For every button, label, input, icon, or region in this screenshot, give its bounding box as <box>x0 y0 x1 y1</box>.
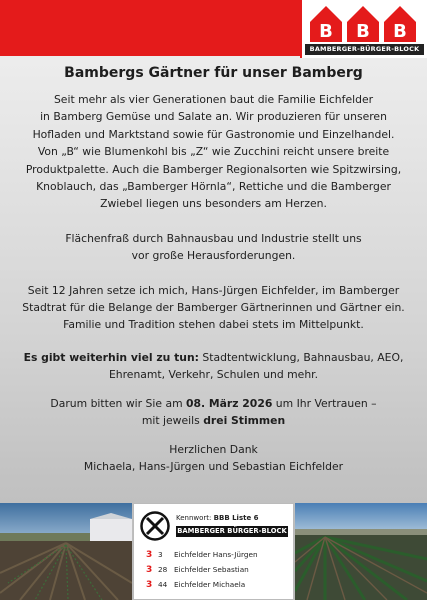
text-line: vor große Herausforderungen. <box>131 249 296 263</box>
paragraph-council <box>14 282 414 334</box>
votes-count: drei Stimmen <box>203 414 286 428</box>
logo-roofs <box>308 2 421 44</box>
text-line <box>14 349 414 366</box>
appeal-text: mit jeweils <box>141 414 204 428</box>
paragraph-family <box>14 91 414 213</box>
paragraph-topics <box>14 349 414 384</box>
election-date: 08. März 2026 <box>186 396 273 410</box>
paragraph-challenges <box>14 230 414 265</box>
text-line: Stadtrat für die Belange der Bamberger Gärtnerinnen und Gärtner ein. <box>22 301 405 315</box>
closing-thanks: Herzlichen Dank <box>169 442 258 456</box>
candidate-number: 28 <box>158 565 168 574</box>
closing-signature: Michaela, Hans-Jürgen und Sebastian Eichfelder <box>83 459 344 473</box>
candidate-row <box>146 564 249 576</box>
topics-list: Stadtentwicklung, Bahnausbau, AEO, <box>198 350 404 364</box>
candidate-name: Eichfelder Hans-Jürgen <box>174 550 258 559</box>
ballot-sample <box>133 503 294 600</box>
text-line: Seit mehr als vier Generationen baut die Familie Eichfelder <box>53 93 374 106</box>
logo-letter: B <box>319 21 333 42</box>
kennwort-value: BBB Liste 6 <box>213 514 259 522</box>
main-content <box>0 64 427 475</box>
logo-letter: B <box>356 21 370 42</box>
text-line: Zwiebel liegen uns besonders am Herzen. <box>100 197 327 211</box>
text-line: Ehrenamt, Verkehr, Schulen und mehr. <box>108 368 319 382</box>
topics-lead: Es gibt weiterhin viel zu tun: <box>23 350 199 364</box>
vote-mark: 3 <box>146 550 153 560</box>
page-title: Bambergs Gärtner für unser Bamberg <box>64 65 363 81</box>
text-line <box>14 412 414 429</box>
text-line: Von „B“ wie Blumenkohl bis „Z“ wie Zucchini reicht unsere breite <box>37 145 390 159</box>
candidate-row <box>146 549 258 561</box>
bbb-logo <box>300 0 427 58</box>
logo-subtitle: BAMBERGER-BÜRGER-BLOCK <box>305 44 424 55</box>
candidate-number: 3 <box>158 550 163 559</box>
candidate-number: 44 <box>158 580 168 589</box>
kennwort-label: Kennwort: <box>176 514 212 522</box>
candidate-row <box>146 579 245 591</box>
text-line: Produktpalette. Auch die Bamberger Regionalsorten wie Spitzwirsing, <box>25 162 402 176</box>
text-line: in Bamberg Gemüse und Salate an. Wir produzieren für unseren <box>40 110 387 124</box>
appeal-text: Darum bitten wir Sie am <box>50 396 187 410</box>
text-line: Hofladen und Marktstand sowie für Gastronomie und Einzelhandel. <box>32 127 395 141</box>
closing <box>14 441 414 476</box>
vote-mark: 3 <box>146 565 153 575</box>
text-line: Flächenfraß durch Bahnausbau und Industrie stellt uns <box>65 231 362 245</box>
candidate-name: Eichfelder Sebastian <box>174 565 249 574</box>
text-line <box>14 395 414 412</box>
appeal-text: um Ihr Vertrauen – <box>272 396 377 410</box>
logo-letter: B <box>393 21 407 42</box>
greenhouse-photo <box>0 503 132 600</box>
paragraph-vote-appeal <box>14 395 414 430</box>
candidate-name: Eichfelder Michaela <box>174 580 246 589</box>
ballot-cross-icon <box>139 510 171 542</box>
text-line: Knoblauch, das „Bamberger Hörnla“, Rettiche und die Bamberger <box>36 180 391 194</box>
ballot-kennwort <box>176 514 259 522</box>
ballot-party: BAMBERGER BÜRGER-BLOCK <box>177 527 287 535</box>
text-line: Seit 12 Jahren setze ich mich, Hans-Jürgen Eichfelder, im Bamberger <box>27 283 400 297</box>
text-line: Familie und Tradition stehen dabei stets im Mittelpunkt. <box>63 318 364 332</box>
field-photo <box>295 503 427 600</box>
vote-mark: 3 <box>146 580 153 590</box>
